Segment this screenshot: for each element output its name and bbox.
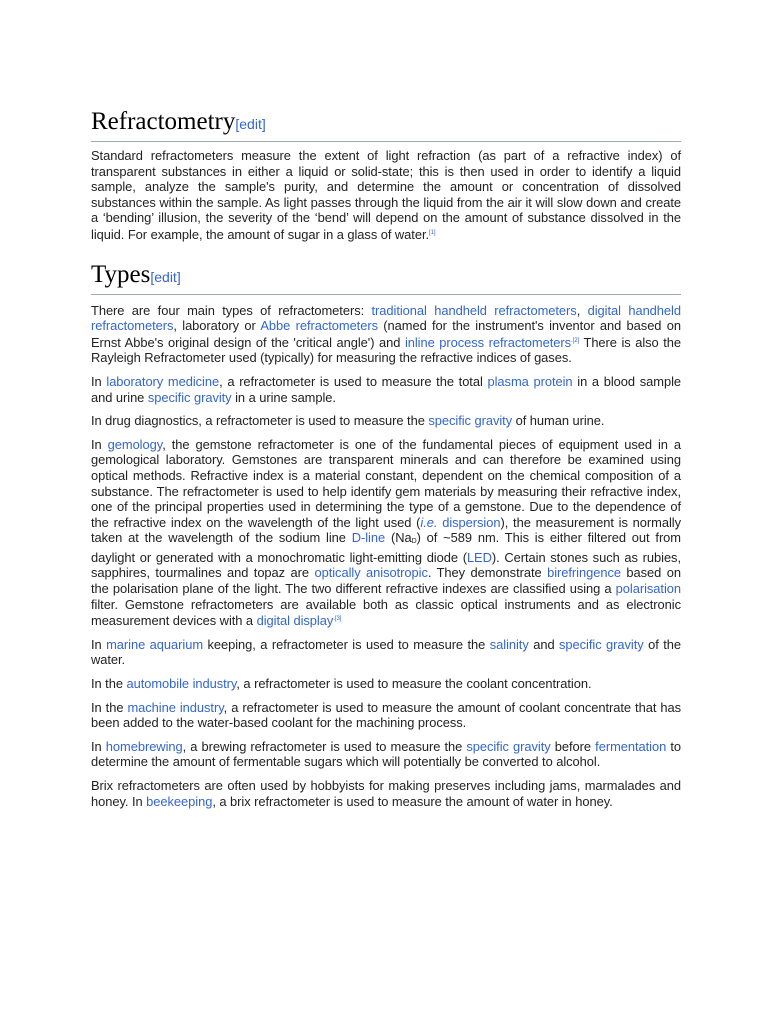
paragraph-automobile-industry: In the automobile industry, a refractometer is used to measure the coolant concentration.: [91, 676, 592, 692]
edit-link[interactable]: [edit]: [235, 116, 266, 132]
subscript-d: D: [411, 538, 417, 546]
citation-link[interactable]: .[2]: [571, 337, 580, 344]
link-d-line[interactable]: D-line: [351, 530, 386, 546]
link-laboratory-medicine[interactable]: laboratory medicine: [106, 373, 220, 389]
paragraph-refractometry-intro: Standard refractometers measure the extent of light refraction (as part of a refractive index) of transparent substances in either a liquid or solid-state; this is then used in order to identify a liquid sample, analyze the sample's purity, and determine the amount or concentration of dissolved substances within the sample. As light passes through the liquid from the air it will slow down and create a ‘bending’ illusion, the severity of the ‘bend’ will depend on the amount of substance dissolved in the liquid. For example, the amount of sugar in a glass of water.[1]: [91, 148, 681, 242]
link-optically-anisotropic[interactable]: optically anisotropic: [314, 565, 428, 581]
edit-link[interactable]: [edit]: [150, 268, 181, 285]
link-gemology[interactable]: gemology: [107, 436, 163, 452]
paragraph-homebrewing: In homebrewing, a brewing refractometer is used to measure the specific gravity before fermentation to determine the amount of fermentable sugars which will potentially be converted to alcohol.: [91, 738, 682, 770]
link-dispersion[interactable]: dispersion: [442, 514, 501, 530]
paragraph-marine-aquarium: In marine aquarium keeping, a refractometer is used to measure the salinity and specific gravity of the water.: [91, 636, 681, 668]
paragraph-types-overview: There are four main types of refractometers: traditional handheld refractometers, digital handheld refractometers, laboratory or Abbe refractometers (named for the instrument's inventor and based on Ernst Abbe's original design of the 'critical angle') and inline process refractometers$^{.[2]}$ There is also the Rayleigh Refractometer used (typically) for measuring the refractive indices of gases.: [91, 302, 682, 366]
link-polarisation[interactable]: polarisation: [615, 581, 681, 597]
link-traditional-handheld-refractometers[interactable]: traditional handheld refractometers: [371, 302, 577, 318]
link-plasma-protein[interactable]: plasma protein: [487, 373, 573, 389]
link-ie[interactable]: i.e.: [420, 514, 438, 530]
paragraph-laboratory-medicine: In laboratory medicine, a refractometer is used to measure the total plasma protein in a blood sample and urine specific gravity in a urine sample.: [91, 373, 682, 405]
paragraph-drug-diagnostics: In drug diagnostics, a refractometer is used to measure the specific gravity of human urine.: [91, 413, 605, 429]
paragraph-machine-industry: In the machine industry, a refractometer is used to measure the amount of coolant concentrate that has been added to the water-based coolant for the machining process.: [91, 699, 682, 731]
section-title: Refractometry: [91, 108, 236, 135]
paragraph-beekeeping: Brix refractometers are often used by hobbyists for making preserves including jams, marmalades and honey. In beekeeping, a brix refractometer is used to measure the amount of water in honey.: [91, 778, 681, 809]
citation-link[interactable]: [1]: [429, 229, 436, 236]
paragraph-gemology: In gemology, the gemstone refractometer is one of the fundamental pieces of equipment used in a gemological laboratory. Gemstones are transparent minerals and can therefore be examined using optical methods. Refractive index is a material constant, dependent on the chemical composition of a substance. The refractometer is used to help identify gem materials by measuring their refractive index, one of the principal properties used in determining the type of a gemstone. Due to the dependence of the refractive index on the wavelength of the light used (i.e. dispersion), the measurement is normally taken at the wavelength of the sodium line D-line $(Na_D)$ of ~589 nm. This is either filtered out from daylight or generated with a monochromatic light-emitting diode (LED). Certain stones such as rubies, sapphires, tourmalines and topaz are optically anisotropic. They demonstrate birefringence based on the polarisation plane of the light. The two different refractive indexes are classified using a polarisation filter. Gemstone refractometers are available both as classic optical instruments and as electronic measurement devices with a digital display$^{.[3]}$: [91, 436, 681, 629]
link-automobile-industry[interactable]: automobile industry: [126, 676, 237, 692]
citation-link[interactable]: .[3]: [333, 616, 342, 623]
link-salinity[interactable]: salinity: [489, 636, 529, 652]
link-inline-process-refractometers[interactable]: inline process refractometers: [404, 334, 572, 350]
link-digital-handheld-refractometers[interactable]: digital handheld refractometers: [91, 302, 681, 334]
section-heading-types: [91, 259, 681, 295]
link-specific-gravity[interactable]: specific gravity: [147, 389, 232, 405]
section-title: Types: [91, 260, 151, 288]
link-specific-gravity[interactable]: specific gravity: [428, 413, 513, 429]
link-specific-gravity[interactable]: specific gravity: [466, 738, 551, 754]
link-marine-aquarium[interactable]: marine aquarium: [106, 636, 204, 652]
link-led[interactable]: LED: [466, 549, 492, 565]
link-specific-gravity[interactable]: specific gravity: [559, 636, 644, 652]
link-birefringence[interactable]: birefringence: [547, 565, 621, 581]
link-homebrewing[interactable]: homebrewing: [105, 738, 183, 754]
link-machine-industry[interactable]: machine industry: [127, 699, 224, 715]
article-content: [91, 100, 681, 817]
link-fermentation[interactable]: fermentation: [595, 738, 667, 754]
link-digital-display[interactable]: digital display: [256, 613, 334, 629]
link-abbe-refractometers[interactable]: Abbe refractometers: [260, 318, 378, 334]
section-heading-refractometry: [91, 106, 681, 142]
link-beekeeping[interactable]: beekeeping: [146, 793, 213, 809]
